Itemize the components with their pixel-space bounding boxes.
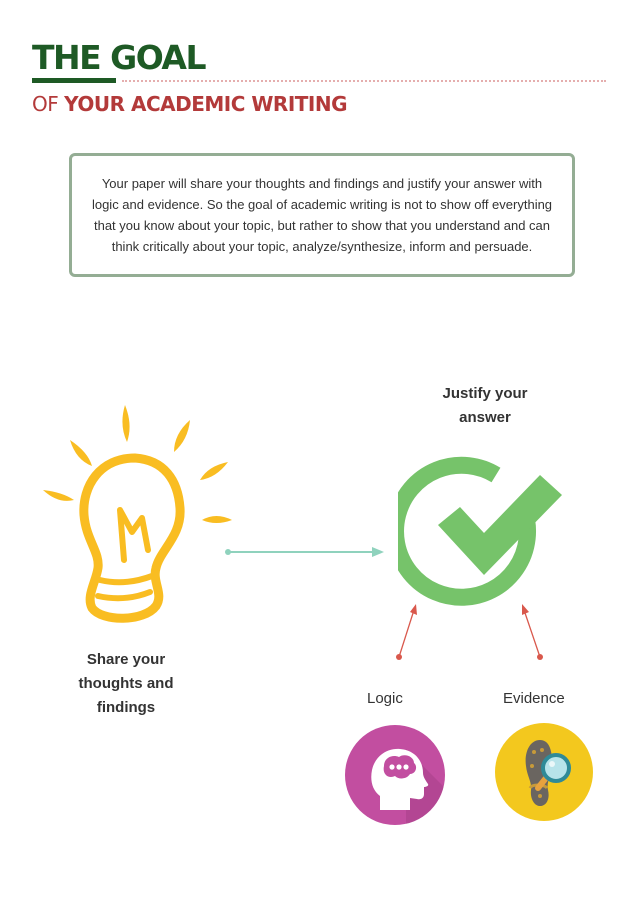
lightbulb-icon (40, 400, 240, 625)
evidence-connector-arrow (515, 600, 547, 664)
connector-arrow (222, 544, 388, 560)
head-thought-icon (344, 724, 446, 826)
intro-text: Your paper will share your thoughts and findings and justify your answer with logic and evidence. So the goal of academic writing is not to show off everything that you know about your topic, but rather to show that you understand and can think critically about your topic, analyze/synthesize, inform and persuade. (91, 176, 553, 254)
page-title: THE GOAL (32, 38, 205, 77)
title-dotted-rule (122, 80, 606, 82)
share-label: Share your thoughts and findings (78, 651, 174, 716)
evidence-label: Evidence (503, 690, 565, 707)
footprint-magnifier-icon (494, 722, 594, 822)
page-subtitle (32, 90, 347, 118)
checkmark-icon (398, 455, 570, 610)
logic-connector-arrow (392, 600, 422, 664)
subtitle-prefix: OF (32, 92, 59, 116)
justify-label: Justify your answer (442, 385, 528, 426)
title-underline (32, 78, 116, 83)
subtitle-rest: YOUR ACADEMIC WRITING (64, 92, 348, 116)
logic-label: Logic (367, 690, 403, 707)
intro-box (69, 153, 575, 277)
